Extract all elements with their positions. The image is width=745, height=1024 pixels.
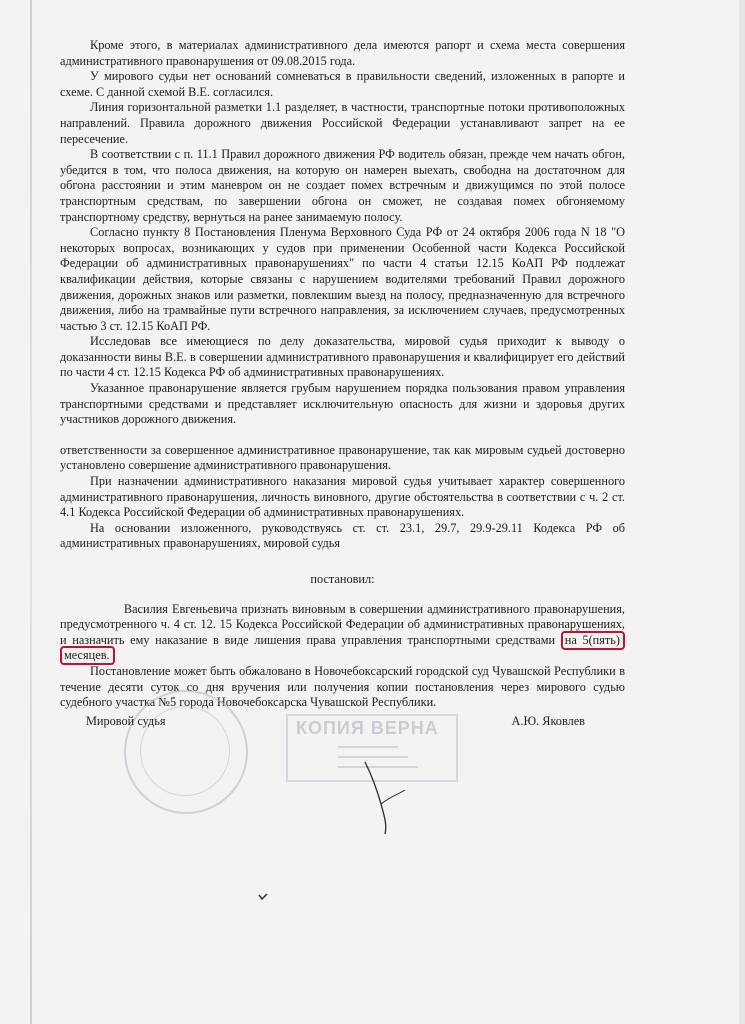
resolution-paragraph	[60, 601, 629, 664]
paragraph: Линия горизонтальной разметки 1.1 разделяет, в частности, транспортные потоки противоположных направлений. Правила дорожного движения Российской Федерации устанавливают запрет на ее пересечение.	[60, 100, 625, 146]
paragraph: Кроме этого, в материалах административного дела имеются рапорт и схема места совершения административного правонарушения от 09.08.2015 года.	[60, 38, 625, 68]
scan-left-edge	[30, 0, 32, 1024]
document-body	[60, 38, 629, 711]
paragraph: У мирового судьи нет оснований сомневаться в правильности сведений, изложенных в рапорте и схеме. С данной схемой В.Е. согласился.	[60, 69, 625, 99]
signature-name: А.Ю. Яковлев	[511, 714, 585, 728]
paragraph: В соответствии с п. 11.1 Правил дорожного движения РФ водитель обязан, прежде чем начать обгон, убедится в том, что полоса движения, на которую он намерен выехать, свободна на достаточном для обгона расстоянии и этим маневром он не создает помех встречным и движущимся по этой полосе транспортным средствам, по завершении обгона он сможет, не создавая помех обгоняемому транспортному средству, вернуться на ранее занимаемую полосу.	[60, 147, 625, 224]
paragraph: Согласно пункту 8 Постановления Пленума Верховного Суда РФ от 24 октября 2006 года N 18 "О некоторых вопросах, возникающих у судов при применении Особенной части Кодекса Российской Федерации об административных правонарушениях" по части 4 статьи 12.15 КоАП РФ подлежат квалификации действия, которые связаны с нарушением водителями требований Правил дорожного движения, дорожных знаков или разметки, повлекшим выезд на полосу, предназначенную для встречного движения, либо на трамвайные пути встречного направления, за исключением случаев, предусмотренных частью 3 ст. 12.15 КоАП РФ.	[60, 225, 625, 333]
scan-mark	[258, 893, 268, 901]
highlighted-penalty: на 5(пять) месяцев.	[60, 631, 625, 666]
handwritten-signature	[355, 760, 425, 840]
paragraph: ответственности за совершенное административное правонарушение, так как мировым судьей достоверно установлено совершение административного правонарушения.	[60, 442, 625, 473]
paragraph: На основании изложенного, руководствуясь ст. ст. 23.1, 29.7, 29.9-29.11 Кодекса РФ об административных правонарушениях, мировой судья	[60, 520, 625, 551]
round-seal	[124, 690, 248, 814]
signature-title: Мировой судья	[86, 714, 166, 728]
appeal-paragraph: Постановление может быть обжаловано в Новочебоксарский городской суд Чувашской Республики в течение десяти суток со дня вручения или получения копии постановления через мирового судью судебного участка №5 города Новочебоксарска Чувашской Республики.	[60, 663, 625, 710]
paragraph: Указанное правонарушение является грубым нарушением порядка пользования правом управления транспортными средствами и представляет исключительную опасность для жизни и здоровья других участников дорожного движения.	[60, 381, 625, 427]
paragraph: Исследовав все имеющиеся по делу доказательства, мировой судья приходит к выводу о доказанности вины В.Е. в совершении административного правонарушения и квалифицирует его действий по части 4 ст. 12.15 Кодекса РФ об административных правонарушениях.	[60, 334, 625, 380]
stamp-line	[338, 746, 398, 748]
stamp-title: КОПИЯ ВЕРНА	[296, 718, 439, 738]
resolution-text: Василия Евгеньевича признать виновным в совершении административного правонарушения, предусмотренного ч. 4 ст. 12. 15 Кодекса Российской Федерации об административных правонарушениях, и назначить ему наказание в виде лишения права управления транспортными средствами	[60, 601, 629, 647]
scan-right-edge	[739, 0, 745, 1024]
signature-row	[60, 714, 625, 734]
stamp-line	[338, 756, 408, 758]
decision-heading: постановил:	[310, 572, 375, 586]
paragraph: При назначении административного наказания мировой судья учитывает характер совершенного административного правонарушения, личность виновного, другие обстоятельства в соответствии с ч. 2 ст. 4.1 Кодекса Российской Федерации об административных правонарушениях.	[60, 474, 625, 520]
